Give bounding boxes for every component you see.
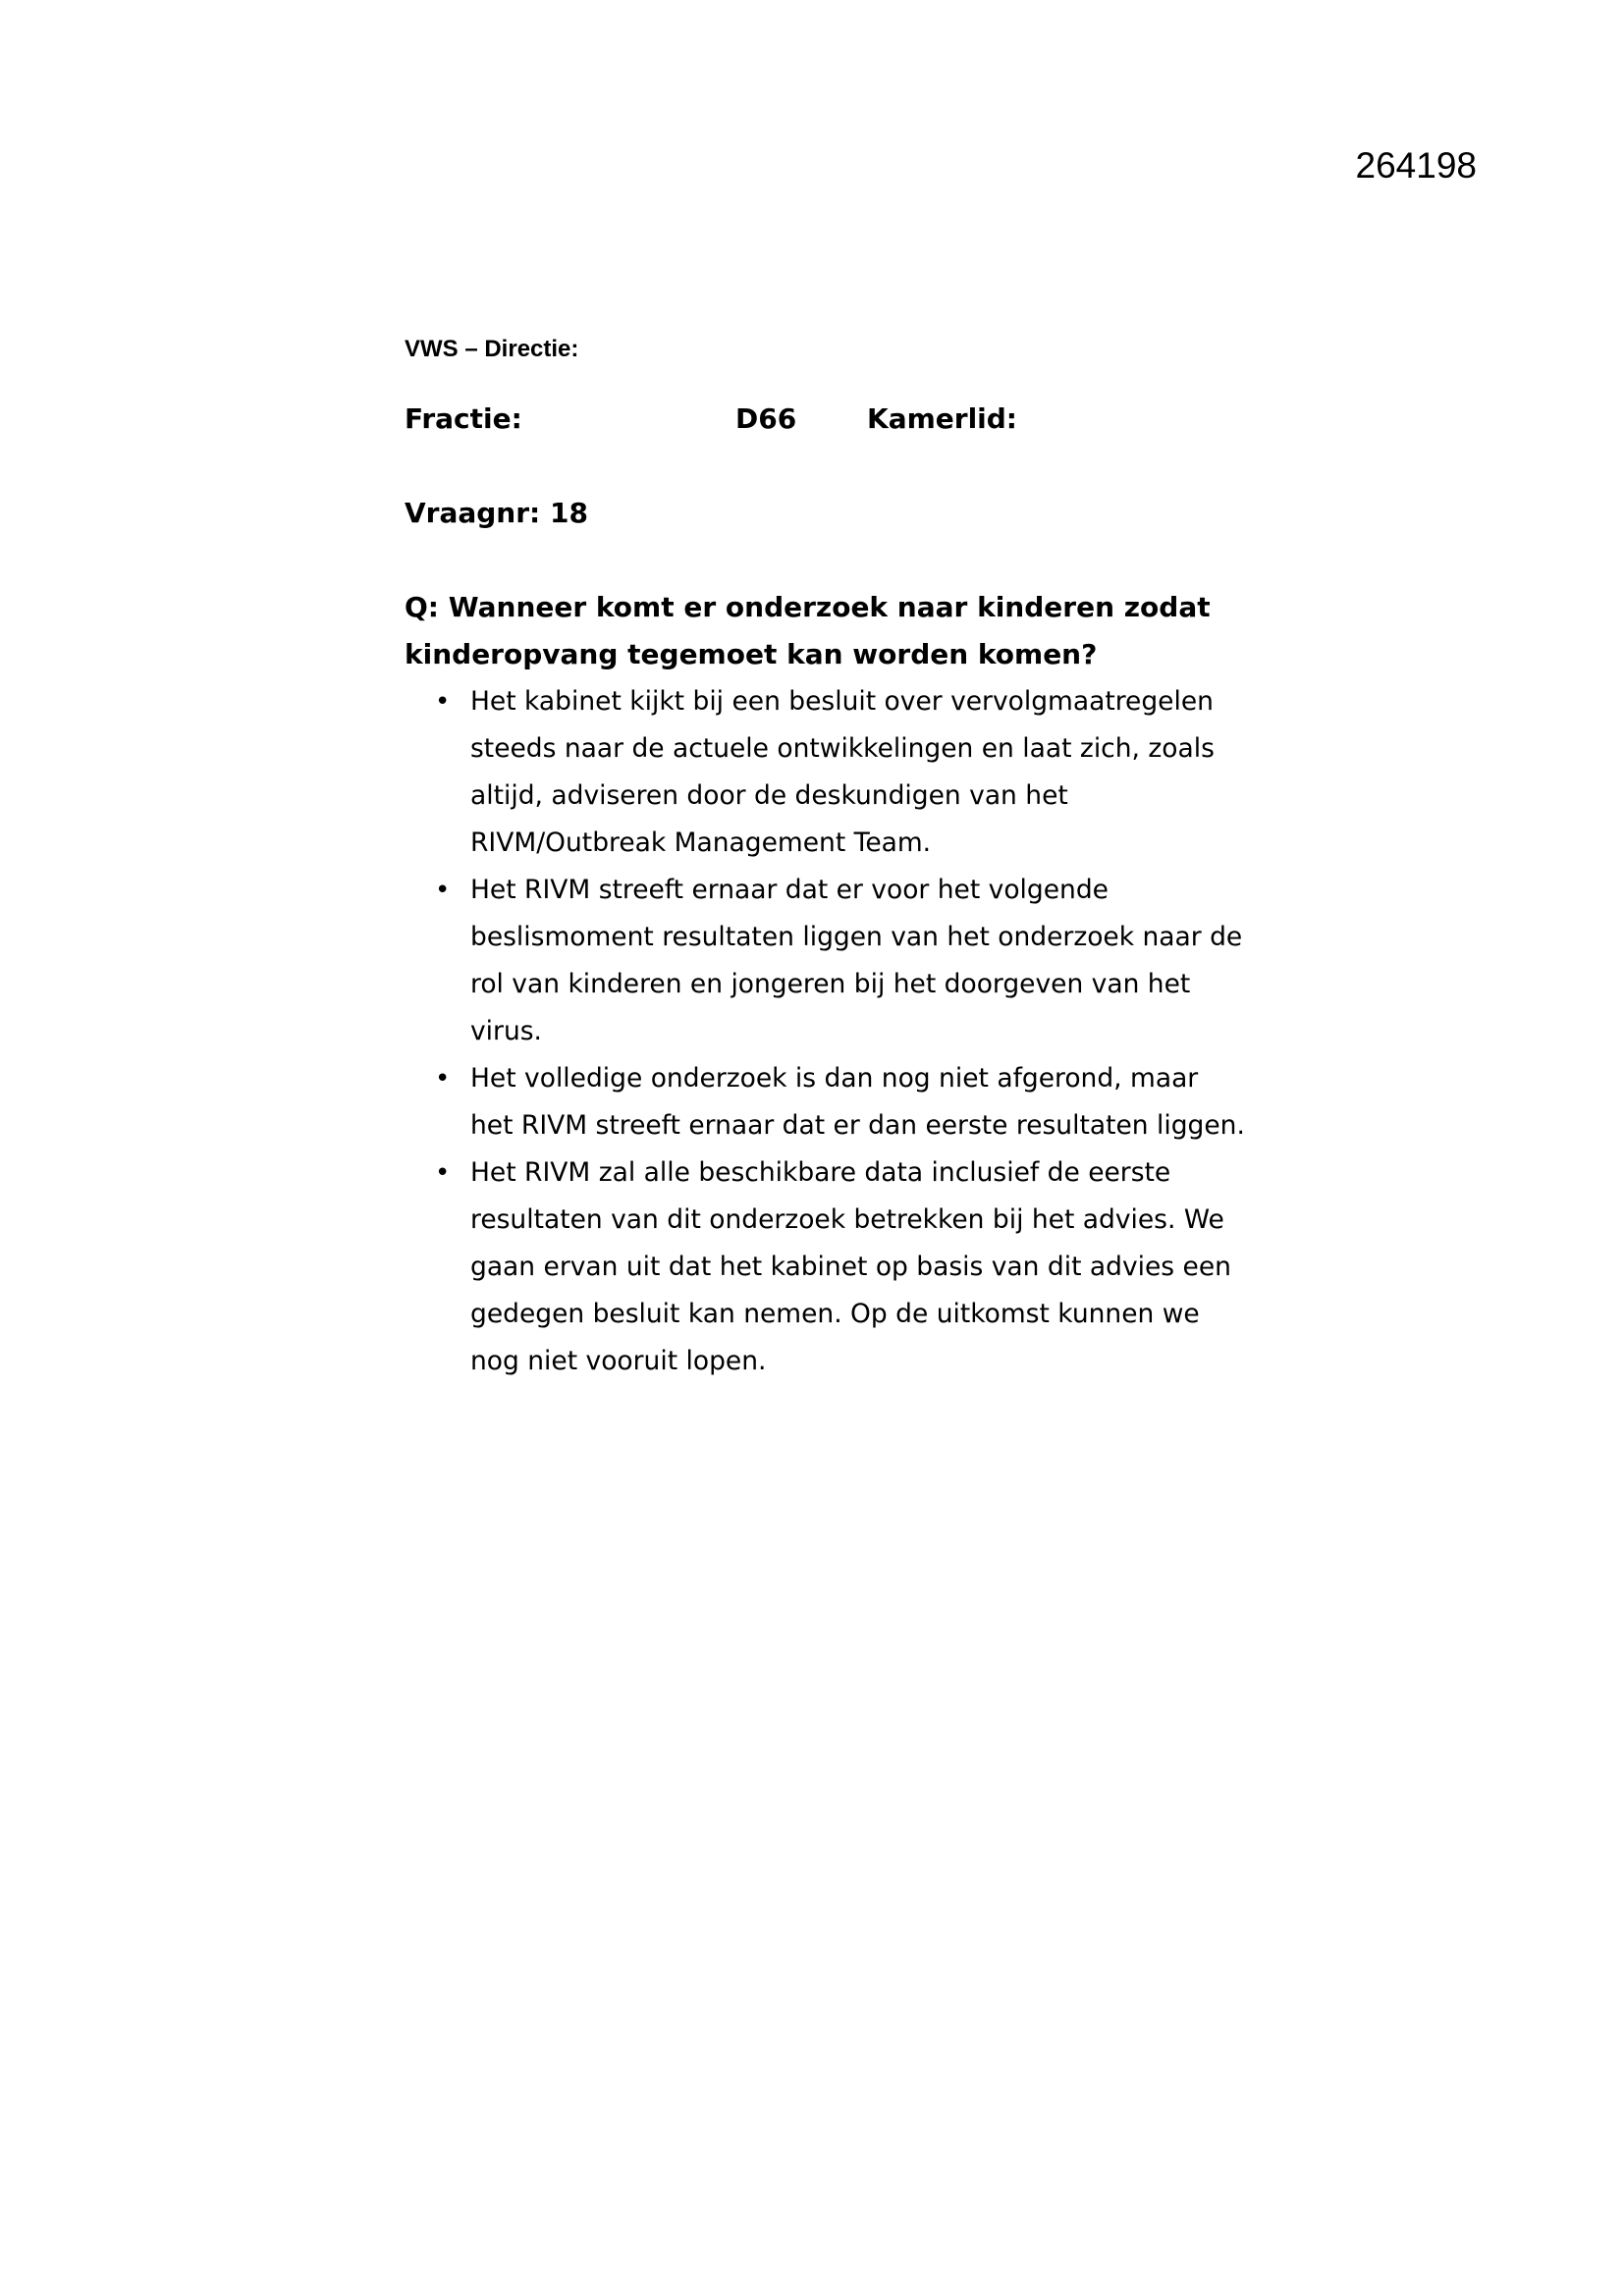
answer-text: Het volledige onderzoek is dan nog niet afgerond, maar het RIVM streeft ernaar dat er dan eerste resultaten liggen.: [470, 1063, 1245, 1141]
vraagnr-label: Vraagnr:: [405, 497, 541, 529]
answer-item: [405, 678, 1249, 867]
answer-text: Het kabinet kijkt bij een besluit over vervolgmaatregelen steeds naar de actuele ontwikkelingen en laat zich, zoals altijd, adviseren door de deskundigen van het RIVM/Outbreak Management Team.: [470, 686, 1215, 858]
fractie-value: D66: [735, 402, 797, 435]
question-text: Q: Wanneer komt er onderzoek naar kinderen zodat kinderopvang tegemoet kan worden komen?: [405, 591, 1211, 670]
bullet-icon: •: [435, 1158, 451, 1188]
bullet-icon: •: [435, 876, 451, 905]
answer-list: [405, 678, 1249, 1385]
answer-item: [405, 1149, 1249, 1385]
bullet-icon: •: [435, 1064, 451, 1094]
vraagnr-row: [405, 497, 588, 529]
answer-item: [405, 867, 1249, 1055]
fractie-label: Fractie:: [405, 402, 522, 435]
document-number: 264198: [1355, 145, 1477, 186]
answer-text: Het RIVM streeft ernaar dat er voor het volgende beslismoment resultaten liggen van het onderzoek naar de rol van kinderen en jongeren bij het doorgeven van het virus.: [470, 875, 1243, 1046]
directie-label: VWS – Directie:: [405, 336, 579, 362]
bullet-icon: •: [435, 687, 451, 717]
kamerlid-label: Kamerlid:: [867, 402, 1018, 435]
fractie-row: [405, 402, 1018, 435]
answer-item: [405, 1055, 1249, 1149]
answer-text: Het RIVM zal alle beschikbare data inclusief de eerste resultaten van dit onderzoek betrekken bij het advies. We gaan ervan uit dat het kabinet op basis van dit advies een gedegen besluit kan nemen. Op de uitkomst kunnen we nog niet vooruit lopen.: [470, 1157, 1231, 1376]
vraagnr-value: 18: [550, 497, 588, 529]
